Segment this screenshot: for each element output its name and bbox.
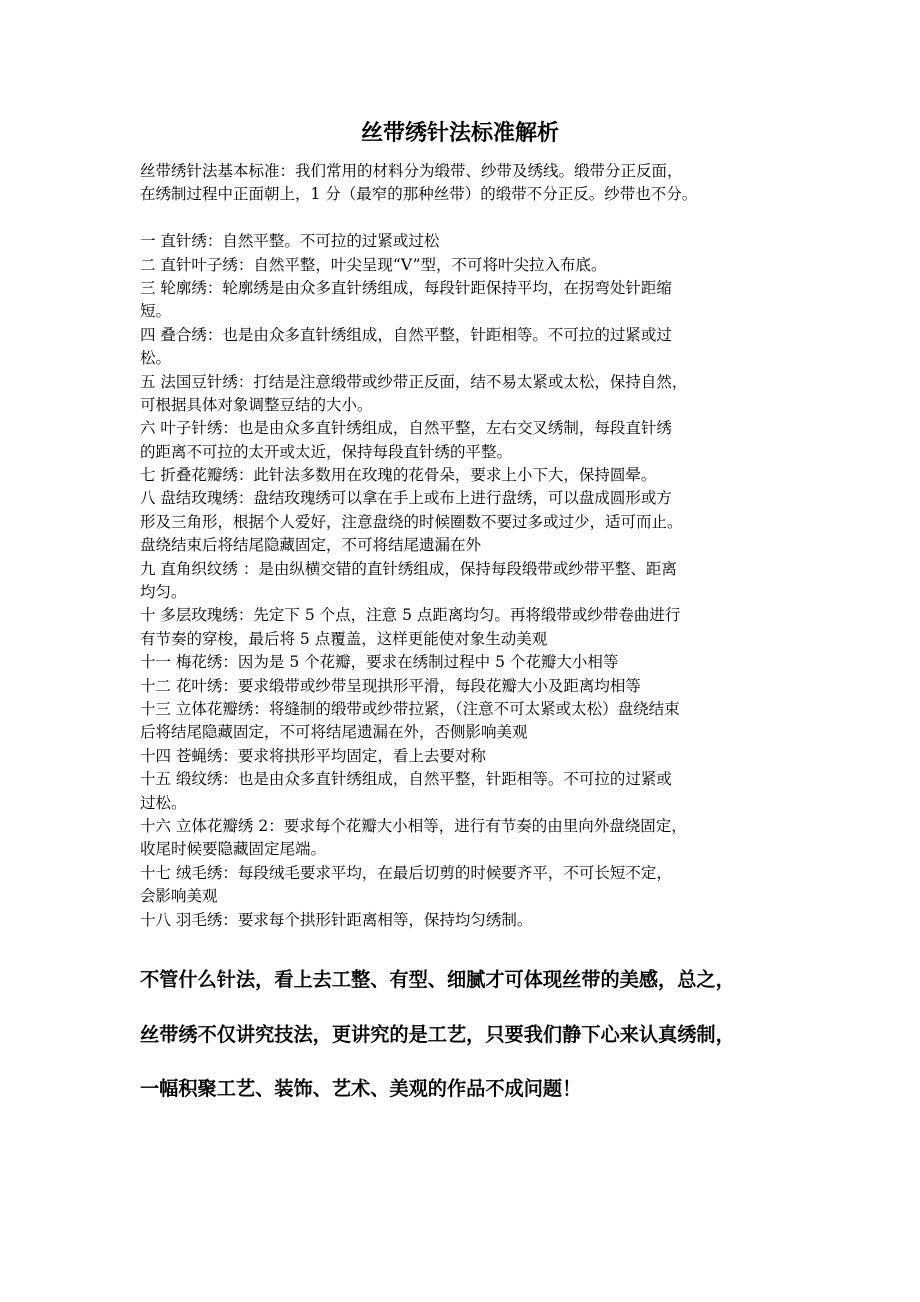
stitch-item-line: 五 法国豆针绣：打结是注意缎带或纱带正反面，结不易太紧或太松，保持自然， bbox=[140, 372, 688, 391]
stitch-item-line: 均匀。 bbox=[140, 583, 187, 602]
stitch-item-line: 二 直针叶子绣：自然平整，叶尖呈现“V”型，不可将叶尖拉入布底。 bbox=[140, 255, 607, 274]
closing-line: 不管什么针法，看上去工整、有型、细腻才可体现丝带的美感，总之， bbox=[140, 968, 735, 991]
stitch-item-line: 形及三角形，根据个人爱好，注意盘绕的时候圈数不要过多或过少，适可而止。 bbox=[140, 512, 683, 531]
stitch-item bbox=[140, 230, 790, 253]
stitch-item bbox=[140, 651, 790, 674]
stitch-item-line: 八 盘结玫瑰绣：盘结玫瑰绣可以拿在手上或布上进行盘绣，可以盘成圆形或方 bbox=[140, 489, 672, 508]
stitch-item-line: 四 叠合绣：也是由众多直针绣组成，自然平整，针距相等。不可拉的过紧或过 bbox=[140, 325, 672, 344]
document-title: 丝带绣针法标准解析 bbox=[360, 121, 559, 146]
stitch-item bbox=[140, 745, 790, 768]
stitch-item bbox=[140, 815, 790, 862]
stitch-item bbox=[140, 277, 790, 324]
stitch-item-line: 十 多层玫瑰绣：先定下 5 个点，注意 5 点距离均匀。再将缎带或纱带卷曲进行 bbox=[140, 606, 681, 625]
stitch-item-line: 六 叶子针绣：也是由众多直针绣组成，自然平整，左右交叉绣制，每段直针绣 bbox=[140, 419, 672, 438]
intro-paragraph bbox=[140, 160, 790, 207]
stitch-item-line: 十七 绒毛绣：每段绒毛要求平均，在最后切剪的时候要齐平，不可长短不定， bbox=[140, 863, 672, 882]
stitch-list bbox=[140, 230, 790, 932]
closing-line: 丝带绣不仅讲究技法，更讲究的是工艺，只要我们静下心来认真绣制， bbox=[140, 1022, 735, 1046]
stitch-item-line: 过松。 bbox=[140, 793, 187, 812]
stitch-item-line: 十四 苍蝇绣：要求将拱形平均固定，看上去要对称 bbox=[140, 746, 486, 765]
closing-statement bbox=[140, 964, 800, 1128]
stitch-item-line: 十一 梅花绣：因为是 5 个花瓣，要求在绣制过程中 5 个花瓣大小相等 bbox=[140, 653, 619, 672]
stitch-item bbox=[140, 254, 790, 277]
stitch-item bbox=[140, 909, 790, 932]
blank-line bbox=[140, 207, 790, 230]
stitch-item bbox=[140, 675, 790, 698]
stitch-item bbox=[140, 558, 790, 605]
stitch-item-line: 十五 缎纹绣：也是由众多直针绣组成，自然平整，针距相等。不可拉的过紧或 bbox=[140, 770, 672, 789]
document-body bbox=[140, 160, 790, 932]
closing-line: 一幅积聚工艺、装饰、艺术、美观的作品不成问题！ bbox=[140, 1077, 582, 1100]
stitch-item bbox=[140, 768, 790, 815]
stitch-item-line: 松。 bbox=[140, 349, 172, 368]
stitch-item bbox=[140, 371, 790, 418]
stitch-item bbox=[140, 464, 790, 487]
stitch-item-line: 三 轮廓绣：轮廓绣是由众多直针绣组成，每段针距保持平均，在拐弯处针距缩 bbox=[140, 278, 672, 297]
stitch-item bbox=[140, 698, 790, 745]
stitch-item-line: 十三 立体花瓣绣：将缝制的缎带或纱带拉紧，（注意不可太紧或太松）盘绕结束 bbox=[140, 699, 680, 718]
stitch-item-line: 有节奏的穿梭，最后将 5 点覆盖，这样更能使对象生动美观 bbox=[140, 629, 548, 648]
stitch-item-line: 盘绕结束后将结尾隐藏固定，不可将结尾遗漏在外 bbox=[140, 536, 482, 555]
stitch-item-line: 收尾时候要隐藏固定尾端。 bbox=[140, 840, 327, 859]
stitch-item-line: 一 直针绣：自然平整。不可拉的过紧或过松 bbox=[140, 232, 440, 251]
stitch-item bbox=[140, 417, 790, 464]
stitch-item-line: 会影响美观 bbox=[140, 887, 218, 906]
stitch-item bbox=[140, 487, 790, 557]
stitch-item-line: 可根据具体对象调整豆结的大小。 bbox=[140, 395, 373, 414]
intro-line: 在绣制过程中正面朝上，1 分（最窄的那种丝带）的缎带不分正反。纱带也不分。 bbox=[140, 185, 698, 204]
stitch-item bbox=[140, 604, 790, 651]
stitch-item-line: 十六 立体花瓣绣 2：要求每个花瓣大小相等，进行有节奏的由里向外盘绕固定， bbox=[140, 816, 687, 835]
stitch-item-line: 七 折叠花瓣绣：此针法多数用在玫瑰的花骨朵，要求上小下大，保持圆晕。 bbox=[140, 466, 657, 485]
stitch-item-line: 的距离不可拉的太开或太近，保持每段直针绣的平整。 bbox=[140, 442, 513, 461]
stitch-item-line: 十八 羽毛绣：要求每个拱形针距离相等，保持均匀绣制。 bbox=[140, 910, 533, 929]
stitch-item-line: 九 直角织纹绣 ：是由纵横交错的直针绣组成，保持每段缎带或纱带平整、距离 bbox=[140, 559, 677, 578]
intro-line: 丝带绣针法基本标准：我们常用的材料分为缎带、纱带及绣线。缎带分正反面， bbox=[140, 162, 683, 180]
stitch-item bbox=[140, 324, 790, 371]
stitch-item-line: 短。 bbox=[140, 302, 172, 321]
stitch-item-line: 后将结尾隐藏固定，不可将结尾遗漏在外，否侧影响美观 bbox=[140, 723, 528, 742]
stitch-item-line: 十二 花叶绣：要求缎带或纱带呈现拱形平滑，每段花瓣大小及距离均相等 bbox=[140, 676, 641, 695]
stitch-item bbox=[140, 862, 790, 909]
